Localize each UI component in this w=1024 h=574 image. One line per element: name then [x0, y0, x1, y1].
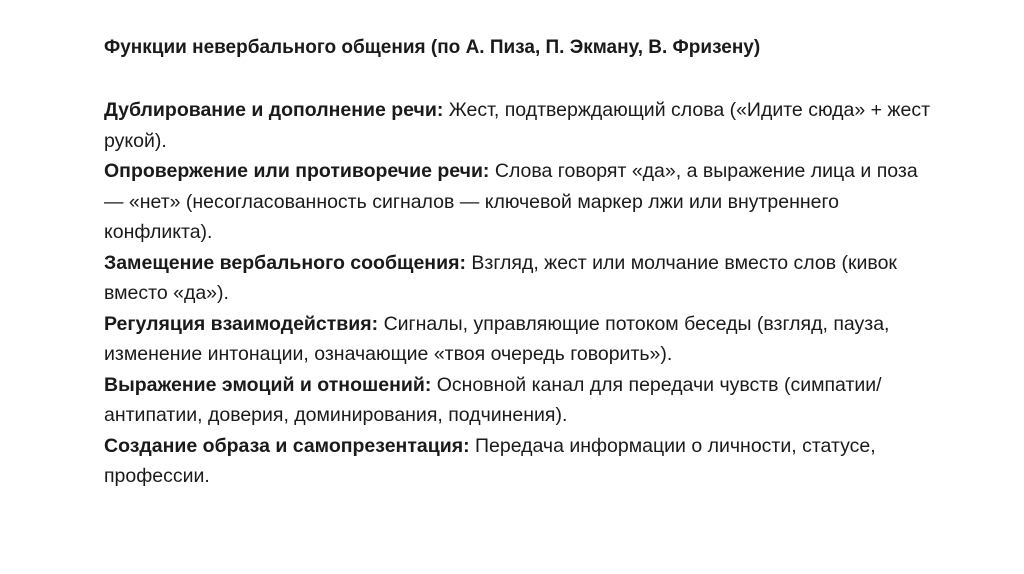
item-text: Жест, подтверждающий слова («Идите сюда» + жест рукой).: [104, 99, 931, 152]
item-heading: Замещение вербального сообщения:: [104, 251, 466, 274]
item-heading: Опровержение или противоречие речи:: [104, 160, 490, 182]
item-text: Слова говорят «да», а выражение лица и поза — «нет» (несогласованность сигналов — ключевой маркер лжи или внутреннего конфликта).: [104, 160, 918, 243]
item-text: Основной канал для передачи чувств (симпатии/антипатии, доверия, доминирования, подчинения).: [104, 373, 882, 426]
slide-title: Функции невербального общения (по А. Пиза, П. Экману, В. Фризену): [104, 37, 761, 58]
item-heading: Дублирование и дополнение речи:: [104, 99, 444, 121]
functions-list: [104, 95, 934, 492]
item-heading: Создание образа и самопрезентация:: [104, 434, 470, 457]
list-item-emotions: [104, 370, 934, 431]
item-text: Сигналы, управляющие потоком беседы (взгляд, пауза, изменение интонации, означающие «твоя очередь говорить»).: [104, 312, 890, 365]
list-item-regulation: [104, 309, 934, 370]
item-text: Взгляд, жест или молчание вместо слов (кивок вместо «да»).: [104, 251, 897, 304]
item-text: Передача информации о личности, статусе, профессии.: [104, 434, 876, 487]
list-item-self-presentation: [104, 431, 934, 492]
list-item-contradiction: [104, 156, 934, 248]
list-item-duplication: [104, 95, 934, 156]
item-heading: Регуляция взаимодействия:: [104, 312, 379, 335]
item-heading: Выражение эмоций и отношений:: [104, 373, 432, 396]
list-item-substitution: [104, 248, 934, 309]
